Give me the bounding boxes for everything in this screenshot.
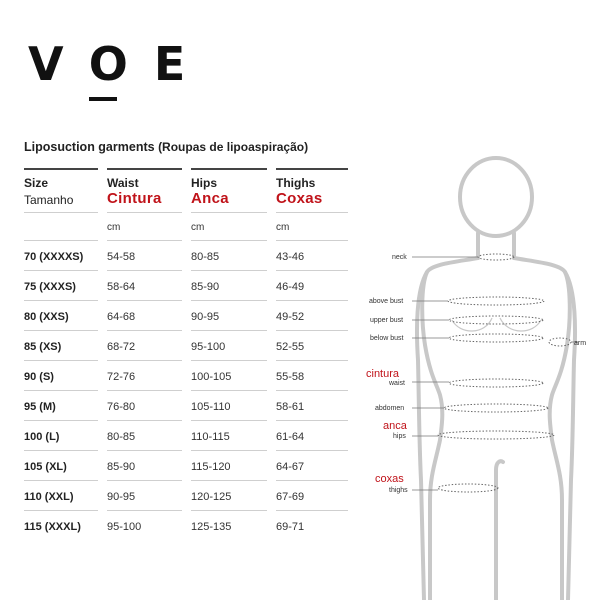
waist-label: waist	[389, 380, 405, 387]
size-cell: 75 (XXXS)	[24, 281, 76, 293]
measurement-ellipses	[438, 254, 571, 492]
waist-label-pt: cintura	[366, 368, 400, 380]
waist-cell: 90-95	[107, 491, 136, 503]
neck-label: neck	[392, 254, 407, 261]
below-bust-label: below bust	[370, 335, 404, 342]
waist-cell: 80-85	[107, 431, 136, 443]
table-title-pt: (Roupas de lipoaspiração)	[158, 140, 309, 154]
hips-header: Hips	[191, 176, 218, 190]
hips-cell: 120-125	[191, 491, 232, 503]
waist-cell: 54-58	[107, 251, 136, 263]
thighs-cell: 52-55	[276, 341, 305, 353]
hips-header-pt: Anca	[191, 190, 229, 207]
thighs-cell: 58-61	[276, 401, 305, 413]
upper-bust-label: upper bust	[370, 317, 404, 324]
size-cell: 100 (L)	[24, 431, 60, 443]
hips-cell: 125-135	[191, 521, 232, 533]
size-header: Size	[24, 176, 49, 190]
waist-cell: 76-80	[107, 401, 136, 413]
hips-cell: 105-110	[191, 401, 231, 413]
waist-cell: 64-68	[107, 311, 136, 323]
arm-label: arm	[574, 340, 587, 347]
hips-cell: 90-95	[191, 311, 220, 323]
above-bust-label: above bust	[369, 298, 404, 305]
neck-measure	[478, 254, 514, 260]
size-cell: 85 (XS)	[24, 341, 62, 353]
waist-measure	[449, 379, 543, 387]
thighs-cell: 55-58	[276, 371, 305, 383]
thighs-cell: 67-69	[276, 491, 305, 503]
hips-unit: cm	[191, 222, 205, 233]
hips-cell: 100-105	[191, 371, 232, 383]
waist-cell: 95-100	[107, 521, 142, 533]
waist-cell: 72-76	[107, 371, 136, 383]
thighs-cell: 46-49	[276, 281, 305, 293]
thighs-header: Thighs	[276, 176, 316, 190]
table-title-en: Liposuction garments	[24, 140, 155, 154]
thighs-label-pt: coxas	[375, 473, 404, 485]
hips-cell: 80-85	[191, 251, 220, 263]
upper-bust-measure	[449, 316, 543, 324]
size-cell: 90 (S)	[24, 371, 54, 383]
thighs-label: thighs	[389, 487, 408, 494]
hips-measure	[438, 431, 554, 439]
size-cell: 80 (XXS)	[24, 311, 69, 323]
waist-header: Waist	[107, 176, 139, 190]
waist-cell: 68-72	[107, 341, 136, 353]
hips-cell: 95-100	[191, 341, 226, 353]
thighs-header-pt: Coxas	[276, 190, 323, 207]
thighs-cell: 69-71	[276, 521, 305, 533]
abdomen-label: abdomen	[375, 405, 405, 412]
above-bust-measure	[448, 297, 544, 305]
abdomen-measure	[444, 404, 548, 412]
logo-text: VOE	[28, 37, 212, 91]
waist-header-pt: Cintura	[107, 190, 162, 207]
hips-cell: 115-120	[191, 461, 231, 473]
thigh-measure	[438, 484, 498, 492]
thighs-cell: 49-52	[276, 311, 305, 323]
thighs-cell: 43-46	[276, 251, 305, 263]
size-cell: 70 (XXXXS)	[24, 251, 84, 263]
hips-cell: 110-115	[191, 431, 230, 443]
bust-contour	[452, 318, 541, 331]
size-cell: 115 (XXXL)	[24, 521, 81, 533]
hips-label: hips	[393, 433, 406, 440]
size-header-pt: Tamanho	[24, 193, 74, 207]
hips-cell: 85-90	[191, 281, 220, 293]
hips-label-pt: anca	[383, 420, 407, 432]
size-cell: 105 (XL)	[24, 461, 67, 473]
waist-cell: 85-90	[107, 461, 136, 473]
thighs-cell: 61-64	[276, 431, 305, 443]
thighs-cell: 64-67	[276, 461, 305, 473]
thighs-unit: cm	[276, 222, 290, 233]
size-cell: 95 (M)	[24, 401, 56, 413]
below-bust-measure	[449, 334, 543, 342]
waist-cell: 58-64	[107, 281, 136, 293]
waist-unit: cm	[107, 222, 121, 233]
size-cell: 110 (XXL)	[24, 491, 74, 503]
